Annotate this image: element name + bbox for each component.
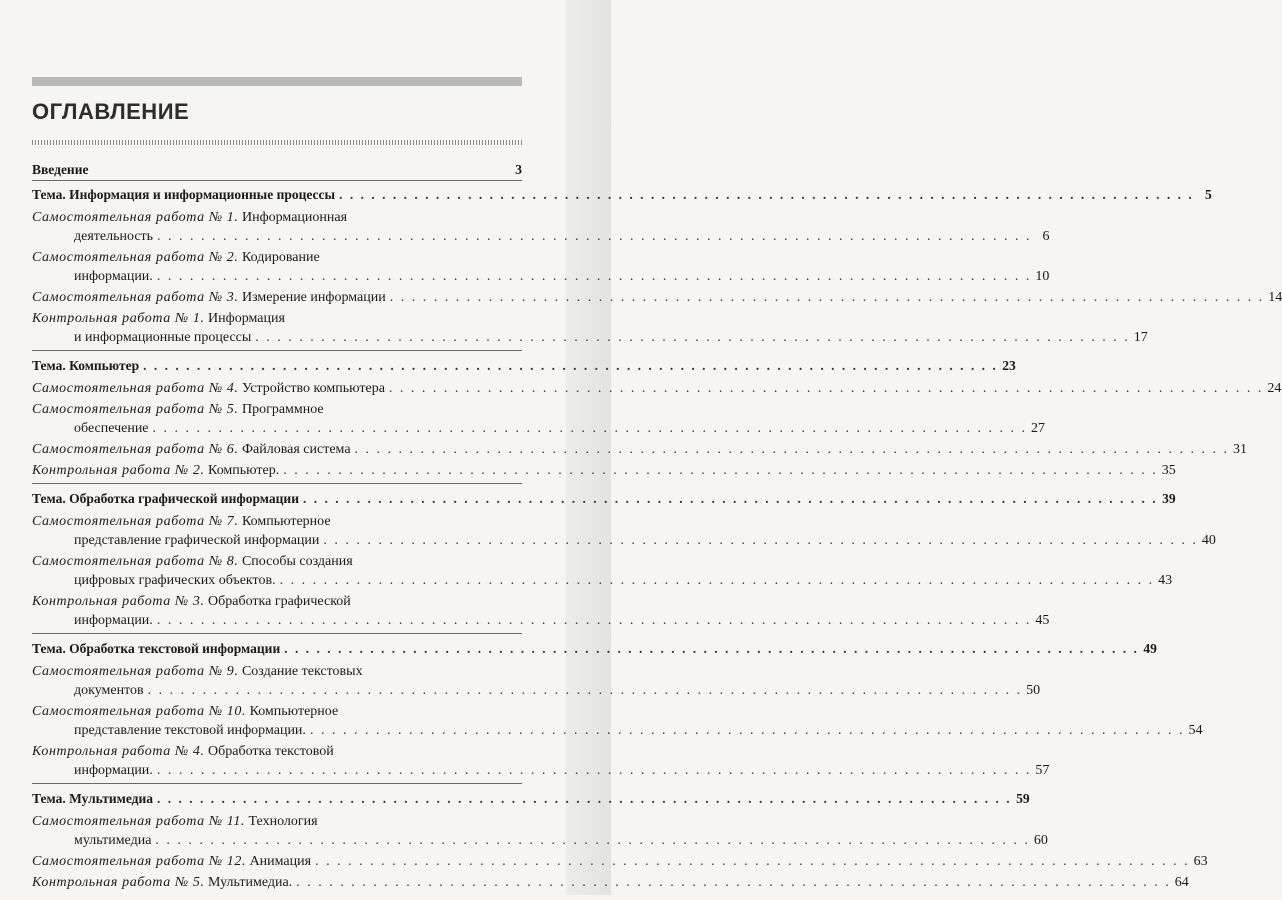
work-title: Анимация [249,854,312,869]
work-type: Самостоятельная работа № 1. [32,210,239,225]
page-number: 59 [1016,791,1030,806]
toc-item-line [32,379,1282,398]
work-title: Измерение информации [241,290,386,305]
page-number: 10 [1035,269,1050,284]
toc-item-line [32,227,1050,246]
work-type: Самостоятельная работа № 2. [32,250,239,265]
toc-item[interactable] [32,702,1203,740]
toc-entry-label [32,702,338,721]
work-type: Контрольная работа № 3. [32,594,205,609]
toc-intro[interactable] [32,160,522,179]
page-number: 45 [1035,613,1050,628]
toc-item-line [32,812,522,831]
toc-entry-label [32,873,292,892]
work-title-cont: представление графической информации [74,533,320,548]
toc-entry-label: Тема. Обработка графической информации [32,491,299,506]
toc-item-line [32,662,522,681]
toc-entry-label: Тема. Информация и информационные процессы [32,187,336,202]
work-type: Самостоятельная работа № 12. [32,854,247,869]
work-title-cont: представление текстовой информации. [74,723,306,738]
toc-item[interactable] [32,812,1048,850]
toc-item[interactable] [32,309,1148,347]
work-type: Самостоятельная работа № 8. [32,554,239,569]
toc-item-line [32,681,1041,700]
work-title: Создание текстовых [241,664,363,679]
page-title: ОГЛАВЛЕНИЕ [32,99,190,124]
toc-entry-label [32,512,331,531]
work-title: Компьютер. [208,463,280,478]
page-number: 14 [1268,290,1282,305]
toc-entry-label [32,288,386,307]
work-type: Самостоятельная работа № 11. [32,814,246,829]
work-title-cont: документов [74,683,144,698]
toc-item[interactable] [32,662,1041,700]
toc-item-line [32,571,1173,590]
toc-section [32,356,1282,484]
work-type: Контрольная работа № 1. [32,311,205,326]
toc-entry-label [32,461,279,480]
toc-item[interactable] [32,440,1248,459]
toc-item-line [32,761,1050,780]
page-number: 40 [1201,533,1216,548]
toc-item-line [32,288,1282,307]
toc-intro-block [32,160,522,181]
dot-leader: . . . . . . . . . . . . . . . . . . . . . . . . . . . . . . . . . . . . . . . . . . . . . . . . . . . . . . . . . . . . . . . . . . . . . . . . . . . . . . . . [156,763,1032,778]
dot-leader: . . . . . . . . . . . . . . . . . . . . . . . . . . . . . . . . . . . . . . . . . . . . . . . . . . . . . . . . . . . . . . . . . . . . . . . . . . . . . . . . [156,269,1032,284]
work-title-cont: и информационные процессы [74,330,252,345]
work-title: Информационная [241,210,348,225]
dot-leader: . . . . . . . . . . . . . . . . . . . . . . . . . . . . . . . . . . . . . . . . . . . . . . . . . . . . . . . . . . . . . . . . . . . . . . . . . . . . . . . . [309,723,1185,738]
toc-item[interactable] [32,288,1282,307]
toc-section [32,789,1208,895]
work-type: Самостоятельная работа № 6. [32,442,239,457]
toc-item-line [32,328,1148,347]
toc-item-line [32,208,522,227]
work-type: Самостоятельная работа № 4. [32,381,239,396]
dot-leader: . . . . . . . . . . . . . . . . . . . . . . . . . . . . . . . . . . . . . . . . . . . . . . . . . . . . . . . . . . . . . . . . . . . . . . . . . . . . . . . . [315,854,1190,869]
toc-item-line [32,742,522,761]
work-title: Технология [248,814,318,829]
work-title-cont: информации. [74,269,153,284]
toc-item-line [32,512,522,531]
work-type: Самостоятельная работа № 5. [32,402,239,417]
work-title: Программное [241,402,324,417]
work-type: Самостоятельная работа № 3. [32,290,239,305]
work-title-cont: мультимедиа [74,833,152,848]
toc-entry-label [32,552,353,571]
toc-item-line [32,611,1050,630]
work-title: Кодирование [241,250,320,265]
toc-item-line [32,592,522,611]
toc-entry-label [32,662,363,681]
page-number: 23 [1002,358,1016,373]
work-title: Компьютерное [241,514,331,529]
toc-item-line [32,852,1208,871]
work-type: Контрольная работа № 4. [32,744,205,759]
dot-leader: . . . . . . . . . . . . . . . . . . . . . . . . . . . . . . . . . . . . . . . . . . . . . . . . . . . . . . . . . . . . . . . . . . . . . . . . . . . . . . . . [255,330,1130,345]
dot-leader: . . . . . . . . . . . . . . . . . . . . . . . . . . . . . . . . . . . . . . . . . . . . . . . . . . . . . . . . . . . . . . . . . . . . . . . . . . . . . . . . [157,791,1012,806]
toc-item-line [32,461,1176,480]
toc-entry-label [32,400,324,419]
work-title: Устройство компьютера [241,381,385,396]
work-type: Самостоятельная работа № 7. [32,514,239,529]
toc-section-heading[interactable] [32,185,1212,204]
toc-item[interactable] [32,852,1208,871]
toc-entry-label [32,309,285,328]
work-title: Информация [208,311,285,326]
dot-leader: . . . . . . . . . . . . . . . . . . . . . . . . . . . . . . . . . . . . . . . . . . . . . . . . . . . . . . . . . . . . . . . . . . . . . . . . . . . . . . . . [156,613,1032,628]
page-number: 31 [1233,442,1248,457]
header-bar [32,77,522,86]
toc-entry-label [32,852,311,871]
page-number: 63 [1193,854,1208,869]
work-type: Самостоятельная работа № 10. [32,704,247,719]
dot-leader: . . . . . . . . . . . . . . . . . . . . . . . . . . . . . . . . . . . . . . . . . . . . . . . . . . . . . . . . . . . . . . . . . . . . . . . . . . . . . . . . [296,875,1171,890]
toc-section [32,185,1282,351]
toc-item-line [32,873,1189,892]
toc-entry-label: Введение [32,162,89,177]
dot-leader: . . . . . . . . . . . . . . . . . . . . . . . . . . . . . . . . . . . . . . . . . . . . . . . . . . . . . . . . . . . . . . . . . . . . . . . . . . . . . . . . [339,187,1194,202]
page-number: 6 [1042,229,1050,244]
toc-entry-label [32,592,351,611]
dot-leader: . . . . . . . . . . . . . . . . . . . . . . . . . . . . . . . . . . . . . . . . . . . . . . . . . . . . . . . . . . . . . . . . . . . . . . . . . . . . . . . . [279,573,1155,588]
toc-section-heading[interactable] [32,489,1176,508]
toc-entry-label: Тема. Мультимедиа [32,791,154,806]
toc-entry-label: Тема. Компьютер [32,358,140,373]
toc-item[interactable] [32,379,1282,398]
toc-item[interactable] [32,461,1176,480]
work-title: Файловая система [241,442,351,457]
toc-item-line [32,309,522,328]
toc-entry-label: Тема. Обработка текстовой информации [32,641,281,656]
toc-section-heading[interactable] [32,639,1157,658]
page-number: 49 [1143,641,1157,656]
toc-item-line [32,702,522,721]
toc-entry-label [32,440,351,459]
toc-item[interactable] [32,552,1173,590]
toc-item-line [32,419,1046,438]
toc-entry-label [32,248,320,267]
page-number: 64 [1174,875,1189,890]
toc-section-heading[interactable] [32,789,1030,808]
page-number: 50 [1026,683,1041,698]
work-title-cont: информации. [74,613,153,628]
toc-item[interactable] [32,592,1050,630]
page-number: 27 [1031,421,1046,436]
toc-item[interactable] [32,248,1050,286]
dot-leader: . . . . . . . . . . . . . . . . . . . . . . . . . . . . . . . . . . . . . . . . . . . . . . . . . . . . . . . . . . . . . . . . . . . . . . . . . . . . . . . . [354,442,1230,457]
dot-leader: . . . . . . . . . . . . . . . . . . . . . . . . . . . . . . . . . . . . . . . . . . . . . . . . . . . . . . . . . . . . . . . . . . . . . . . . . . . . . . . . [152,421,1028,436]
toc-item-line [32,267,1050,286]
toc-item[interactable] [32,208,1050,246]
page-number: 3 [515,162,522,177]
toc-item-line [32,440,1248,459]
toc-section-heading[interactable] [32,356,1016,375]
page-number: 43 [1158,573,1173,588]
dot-leader: . . . . . . . . . . . . . . . . . . . . . . . . . . . . . . . . . . . . . . . . . . . . . . . . . . . . . . . . . . . . . . . . . . . . . . . . . . . . . . . . [157,229,1032,244]
page-number: 60 [1033,833,1048,848]
page-number: 17 [1133,330,1148,345]
dot-leader: . . . . . . . . . . . . . . . . . . . . . . . . . . . . . . . . . . . . . . . . . . . . . . . . . . . . . . . . . . . . . . . . . . . . . . . . . . . . . . . . [143,358,998,373]
toc-entry-label [32,208,347,227]
toc-item-line [32,400,522,419]
page-number: 35 [1161,463,1176,478]
work-title-cont: деятельность [74,229,154,244]
work-type: Контрольная работа № 2. [32,463,205,478]
dot-leader: . . . . . . . . . . . . . . . . . . . . . . . . . . . . . . . . . . . . . . . . . . . . . . . . . . . . . . . . . . . . . . . . . . . . . . . . . . . . . . . . [147,683,1023,698]
dot-leader: . . . . . . . . . . . . . . . . . . . . . . . . . . . . . . . . . . . . . . . . . . . . . . . . . . . . . . . . . . . . . . . . . . . . . . . . . . . . . . . . [284,641,1139,656]
table-of-contents [32,160,1282,900]
toc-item[interactable] [32,742,1050,780]
toc-item-line [32,831,1048,850]
work-title: Способы создания [241,554,353,569]
toc-section [32,489,1216,634]
toc-item[interactable] [32,512,1216,550]
toc-item-line [32,721,1203,740]
toc-entry-label [32,379,385,398]
work-title-cont: обеспечение [74,421,149,436]
dot-leader: . . . . . . . . . . . . . . . . . . . . . . . . . . . . . . . . . . . . . . . . . . . . . . . . . . . . . . . . . . . . . . . . . . . . . . . . . . . . . . . . [388,381,1264,396]
work-title-cont: цифровых графических объектов. [74,573,276,588]
page-number: 57 [1035,763,1050,778]
toc-item[interactable] [32,873,1189,892]
toc-item-line [32,552,522,571]
dot-leader: . . . . . . . . . . . . . . . . . . . . . . . . . . . . . . . . . . . . . . . . . . . . . . . . . . . . . . . . . . . . . . . . . . . . . . . . . . . . . . . . [389,290,1265,305]
work-title: Обработка графической [208,594,351,609]
dot-leader: . . . . . . . . . . . . . . . . . . . . . . . . . . . . . . . . . . . . . . . . . . . . . . . . . . . . . . . . . . . . . . . . . . . . . . . . . . . . . . . . [155,833,1030,848]
page-number: 24 [1267,381,1282,396]
work-type: Контрольная работа № 5. [32,875,205,890]
work-type: Самостоятельная работа № 9. [32,664,239,679]
toc-item-line [32,248,522,267]
toc-section [32,639,1203,784]
toc-entry-label [32,742,334,761]
dot-leader: . . . . . . . . . . . . . . . . . . . . . . . . . . . . . . . . . . . . . . . . . . . . . . . . . . . . . . . . . . . . . . . . . . . . . . . . . . . . . . . . [302,491,1158,506]
toc-item[interactable] [32,400,1046,438]
work-title: Компьютерное [249,704,339,719]
page-number: 5 [1204,187,1212,202]
toc-item-line [32,531,1216,550]
dot-leader: . . . . . . . . . . . . . . . . . . . . . . . . . . . . . . . . . . . . . . . . . . . . . . . . . . . . . . . . . . . . . . . . . . . . . . . . . . . . . . . . [323,533,1198,548]
title-rule [32,140,522,145]
toc-entry-label [32,812,318,831]
work-title: Обработка текстовой [208,744,334,759]
dot-leader: . . . . . . . . . . . . . . . . . . . . . . . . . . . . . . . . . . . . . . . . . . . . . . . . . . . . . . . . . . . . . . . . . . . . . . . . . . . . . . . . [283,463,1158,478]
page-number: 54 [1188,723,1203,738]
page-number: 39 [1162,491,1176,506]
work-title: Мультимедиа. [208,875,293,890]
work-title-cont: информации. [74,763,153,778]
